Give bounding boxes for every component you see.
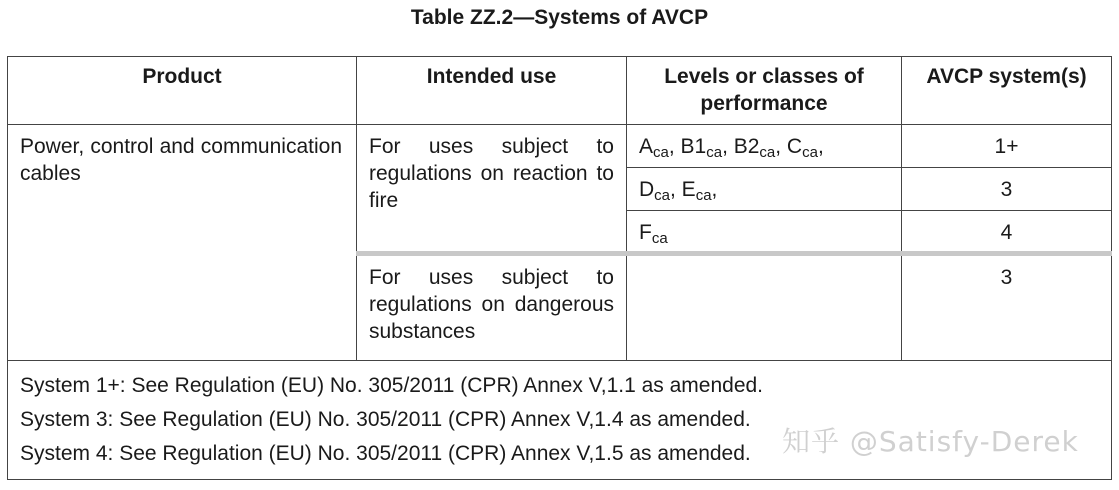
system-row-2: 3 xyxy=(902,168,1112,211)
note-system-1plus: System 1+: See Regulation (EU) No. 305/2011 (CPR) Annex V,1.1 as amended. xyxy=(20,374,764,397)
avcp-table xyxy=(7,56,1112,480)
system-row-4: 3 xyxy=(902,254,1112,361)
header-product: Product xyxy=(8,57,357,125)
note-system-4: System 4: See Regulation (EU) No. 305/2011 (CPR) Annex V,1.5 as amended. xyxy=(20,442,751,465)
product-cell: Power, control and communication cables xyxy=(8,125,357,361)
watermark-text: 知乎 @Satisfy-Derek xyxy=(782,425,1079,458)
use-reaction-to-fire: For uses subject to regulations on reaction to fire xyxy=(357,125,627,254)
table-row xyxy=(8,125,1112,168)
system-row-1: 1+ xyxy=(902,125,1112,168)
use-dangerous-substances: For uses subject to regulations on dangerous substances xyxy=(357,254,627,361)
system-row-3: 4 xyxy=(902,211,1112,254)
levels-row-2: $D_{ca}$, $E_{ca}$, xyxy=(627,168,902,211)
notes-row xyxy=(8,361,1112,480)
header-row xyxy=(8,57,1112,125)
note-system-3: System 3: See Regulation (EU) No. 305/2011 (CPR) Annex V,1.4 as amended. xyxy=(20,408,751,431)
levels-row-3: $F_{ca}$ xyxy=(627,211,902,254)
levels-row-4-empty xyxy=(627,254,902,361)
header-intended-use: Intended use xyxy=(357,57,627,125)
header-levels: Levels or classes of performance xyxy=(627,57,902,125)
header-avcp-systems: AVCP system(s) xyxy=(902,57,1112,125)
levels-row-1: $A_{ca}$, $B1_{ca}$, $B2_{ca}$, $C_{ca}$, xyxy=(627,125,902,168)
table-title: Table ZZ.2—Systems of AVCP xyxy=(410,6,709,29)
notes-cell xyxy=(8,361,1112,480)
